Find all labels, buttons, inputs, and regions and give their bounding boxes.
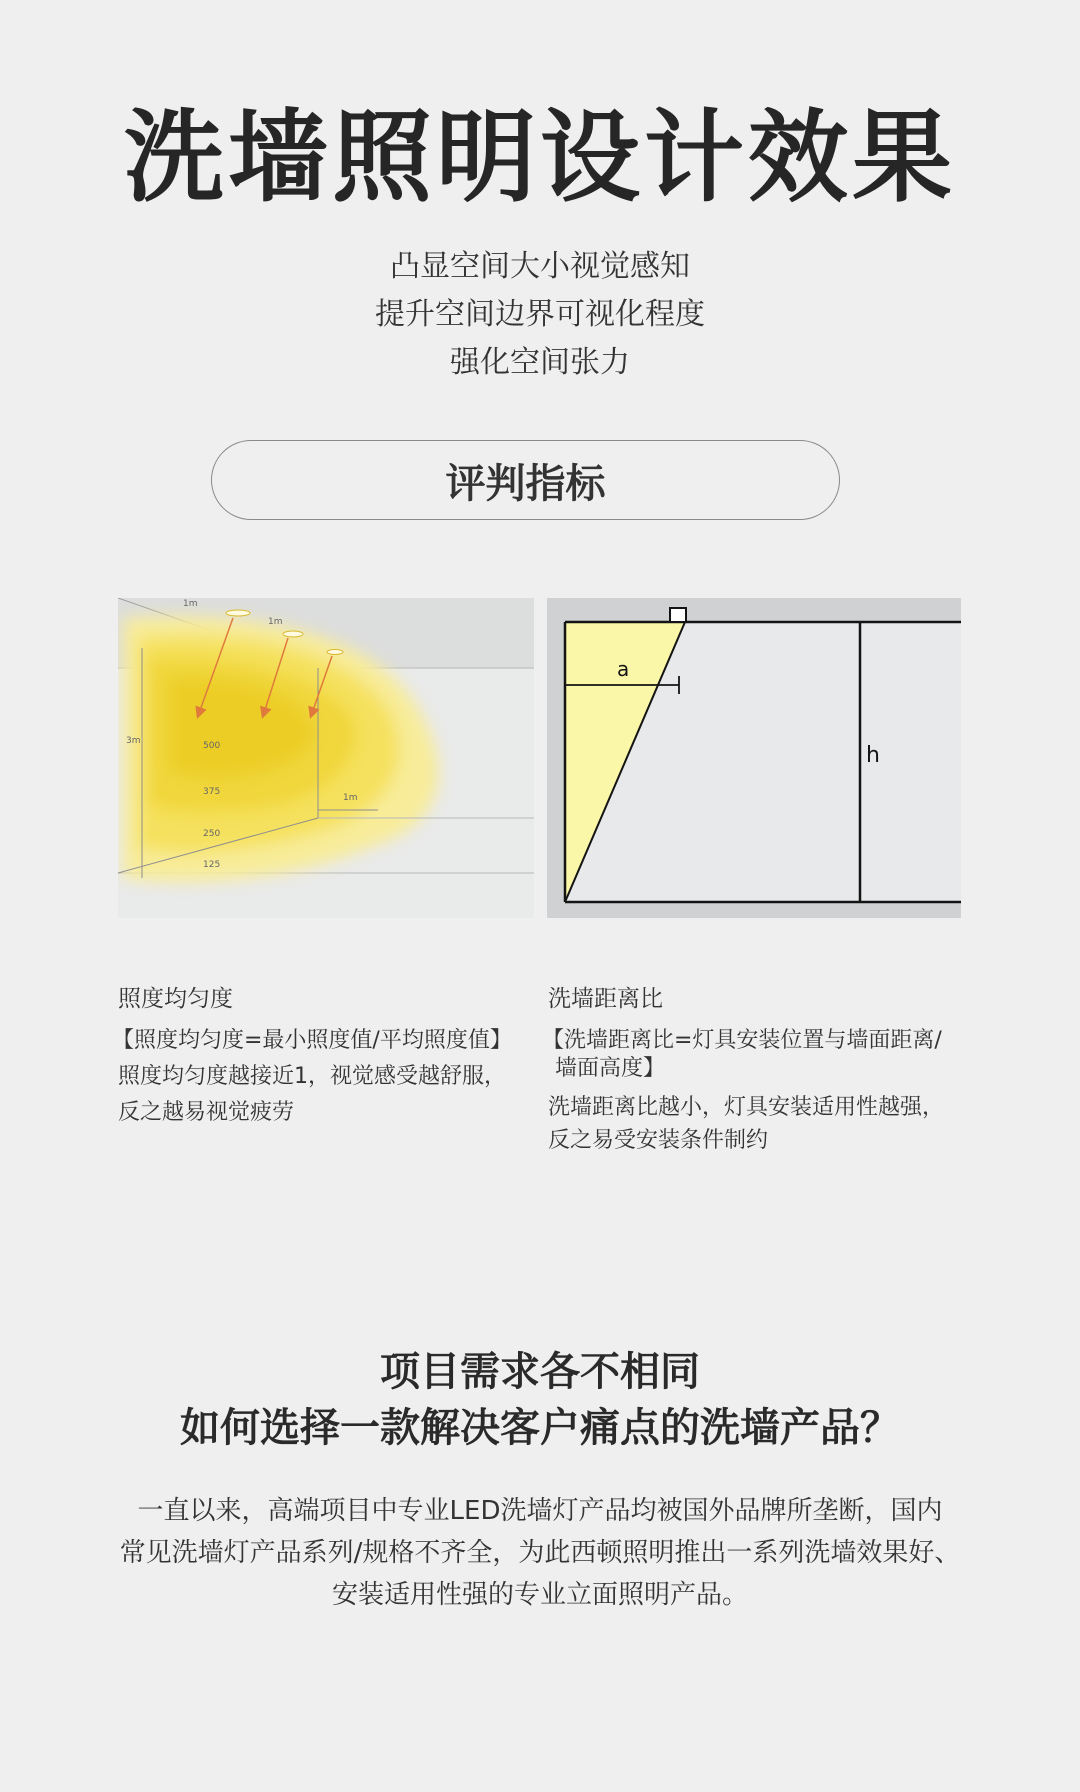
page-title: 洗墙照明设计效果 [124, 99, 956, 216]
distance-ratio-caption-line-2: 墙面高度】 [555, 1056, 666, 1081]
criteria-button[interactable] [211, 440, 840, 520]
uniformity-caption-line-3: 反之越易视觉疲劳 [118, 1100, 295, 1125]
uniformity-caption-line-1: 【照度均匀度=最小照度值/平均照度值】 [112, 1028, 512, 1053]
subtitle-line-3: 强化空间张力 [450, 345, 630, 380]
label-h: h [866, 743, 880, 768]
illuminance-uniformity-diagram [118, 598, 534, 918]
label-1m-side: 1m [343, 793, 358, 803]
distance-ratio-caption-line-3: 洗墙距离比越小，灯具安装适用性越强， [548, 1095, 945, 1120]
section-heading-line-1: 项目需求各不相同 [380, 1349, 700, 1395]
uniformity-caption-title: 照度均匀度 [118, 986, 233, 1012]
label-1m-top-b: 1m [268, 617, 283, 627]
uniformity-caption-line-2: 照度均匀度越接近1，视觉感受越舒服， [118, 1064, 506, 1089]
intro-paragraph-line-1: 一直以来，高端项目中专业LED洗墙灯产品均被国外品牌所垄断，国内 [137, 1496, 943, 1526]
subtitle-line-1: 凸显空间大小视觉感知 [390, 249, 690, 284]
subtitle-line-2: 提升空间边界可视化程度 [375, 297, 705, 332]
label-lux-500: 500 [203, 741, 221, 751]
criteria-button-label: 评判指标 [445, 460, 606, 507]
wall-wash-distance-diagram [547, 598, 961, 918]
label-lux-125: 125 [203, 860, 221, 870]
intro-paragraph-line-3: 安装适用性强的专业立面照明产品。 [331, 1580, 748, 1610]
distance-ratio-caption-line-1: 【洗墙距离比=灯具安装位置与墙面距离/ [542, 1028, 942, 1053]
label-a: a [617, 657, 630, 681]
label-1m-top-a: 1m [183, 599, 198, 609]
label-3m-height: 3m [126, 736, 141, 746]
label-lux-375: 375 [203, 787, 221, 797]
label-lux-250: 250 [203, 829, 221, 839]
intro-paragraph-line-2: 常见洗墙灯产品系列/规格不齐全，为此西顿照明推出一系列洗墙效果好、 [119, 1538, 961, 1568]
distance-ratio-caption-line-4: 反之易受安装条件制约 [548, 1128, 769, 1153]
distance-ratio-caption-title: 洗墙距离比 [548, 986, 663, 1012]
section-heading-line-2: 如何选择一款解决客户痛点的洗墙产品？ [180, 1405, 900, 1451]
